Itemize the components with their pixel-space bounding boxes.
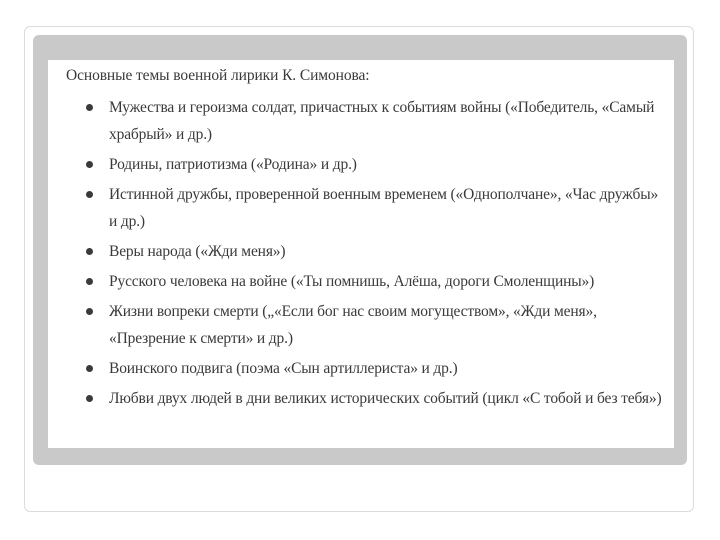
bullet-icon <box>86 104 93 111</box>
theme-item-life-despite-death <box>66 298 674 352</box>
slide-heading: Основные темы военной лирики К. Симонова: <box>66 67 370 84</box>
theme-item-motherland <box>66 151 674 178</box>
theme-item-text: Жизни вопреки смерти („«Если бог нас своим могуществом», «Жди меня», «Презрение к смерти» и др.) <box>109 303 597 347</box>
slide-content <box>48 60 674 448</box>
theme-item-text: Любви двух людей в дни великих исторических событий (цикл «С тобой и без тебя») <box>109 390 662 407</box>
theme-list <box>66 94 674 412</box>
theme-item-courage <box>66 94 674 148</box>
theme-item-text: Воинского подвига (поэма «Сын артиллериста» и др.) <box>109 360 458 377</box>
theme-item-military-feat <box>66 355 674 382</box>
theme-item-faith <box>66 238 674 265</box>
theme-item-text: Родины, патриотизма («Родина» и др.) <box>109 156 357 173</box>
theme-item-text: Русского человека на войне («Ты помнишь, Алёша, дороги Смоленщины») <box>109 273 595 290</box>
bullet-icon <box>86 365 93 372</box>
bullet-icon <box>86 278 93 285</box>
theme-item-love <box>66 385 674 412</box>
bullet-icon <box>86 248 93 255</box>
theme-item-friendship <box>66 181 674 235</box>
theme-item-text: Мужества и героизма солдат, причастных к событиям войны («Победитель, «Самый храбрый» и др.) <box>109 99 655 143</box>
bullet-icon <box>86 191 93 198</box>
theme-item-russian-man <box>66 268 674 295</box>
bullet-icon <box>86 308 93 315</box>
bullet-icon <box>86 161 93 168</box>
theme-item-text: Истинной дружбы, проверенной военным временем («Однополчане», «Час дружбы» и др.) <box>109 186 659 230</box>
theme-item-text: Веры народа («Жди меня») <box>109 243 286 260</box>
bullet-icon <box>86 395 93 402</box>
